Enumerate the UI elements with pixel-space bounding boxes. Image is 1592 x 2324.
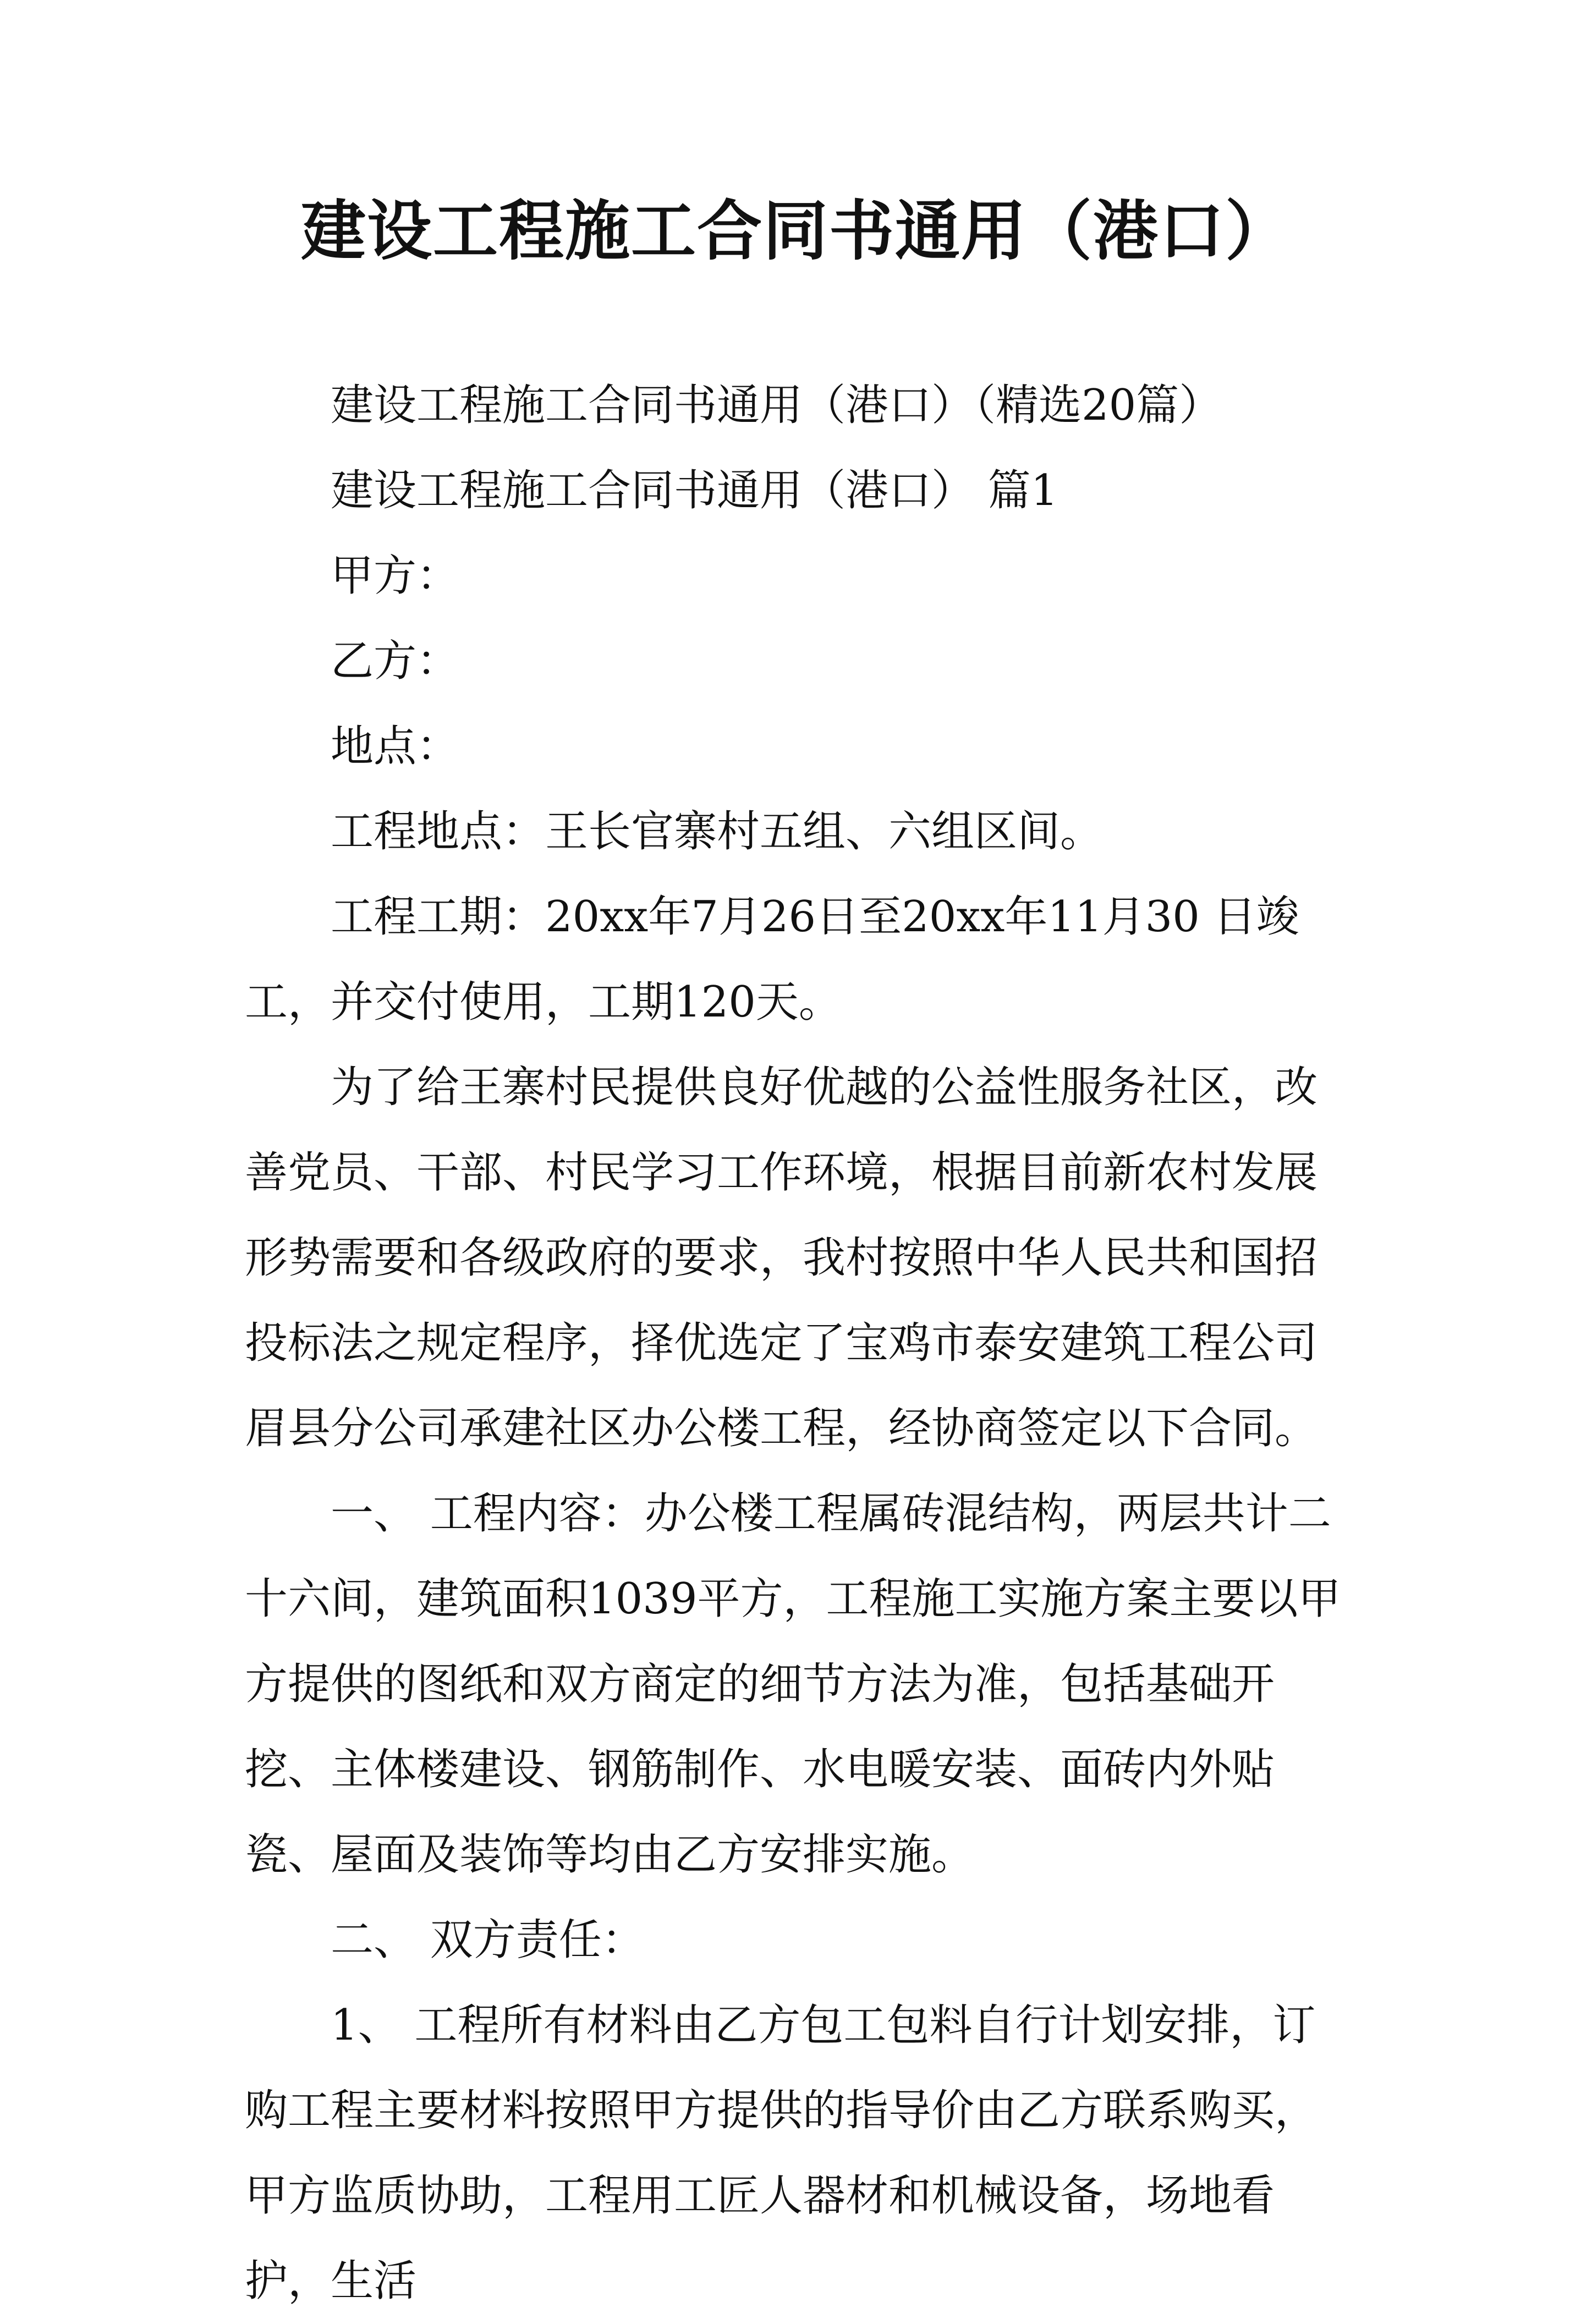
paragraph-project-period: 工程工期：20xx年7月26日至20xx年11月30 日竣工，并交付使用，工期120天。	[245, 892, 1299, 1027]
paragraph-section-heading: 建设工程施工合同书通用（港口） 篇1	[331, 466, 1058, 515]
document-title: 建设工程施工合同书通用（港口）	[300, 193, 1291, 269]
paragraph-collection-heading: 建设工程施工合同书通用（港口）（精选20篇）	[331, 381, 1222, 430]
paragraph-project-content: 一、 工程内容：办公楼工程属砖混结构，两层共计二十六间，建筑面积1039平方，工程施工实施方案主要以甲方提供的图纸和双方商定的细节方法为准，包括基础开挖、主体楼建设、钢筋制作、水电暖安装、面砖内外贴瓷、屋面及装饰等均由乙方安排实施。	[245, 1489, 1341, 1880]
paragraph-responsibilities-heading: 二、 双方责任：	[331, 1915, 645, 1965]
paragraph-project-location: 工程地点：王长官寨村五组、六组区间。	[331, 807, 1104, 856]
paragraph-party-b: 乙方：	[331, 636, 460, 686]
paragraph-location: 地点：	[331, 722, 460, 771]
paragraph-purpose: 为了给王寨村民提供良好优越的公益性服务社区，改善党员、干部、村民学习工作环境，根据目前新农村发展形势需要和各级政府的要求，我村按照中华人民共和国招投标法之规定程序，择优选定了宝鸡市泰安建筑工程公司眉县分公司承建社区办公楼工程，经协商签定以下合同。	[245, 1063, 1318, 1453]
paragraph-party-a: 甲方：	[331, 551, 460, 601]
paragraph-materials-clause: 1、 工程所有材料由乙方包工包料自行计划安排，订购工程主要材料按照甲方提供的指导价由乙方联系购买，甲方监质协助，工程用工匠人器材和机械设备，场地看护，生活	[245, 2001, 1318, 2306]
document-body	[245, 363, 1351, 2324]
